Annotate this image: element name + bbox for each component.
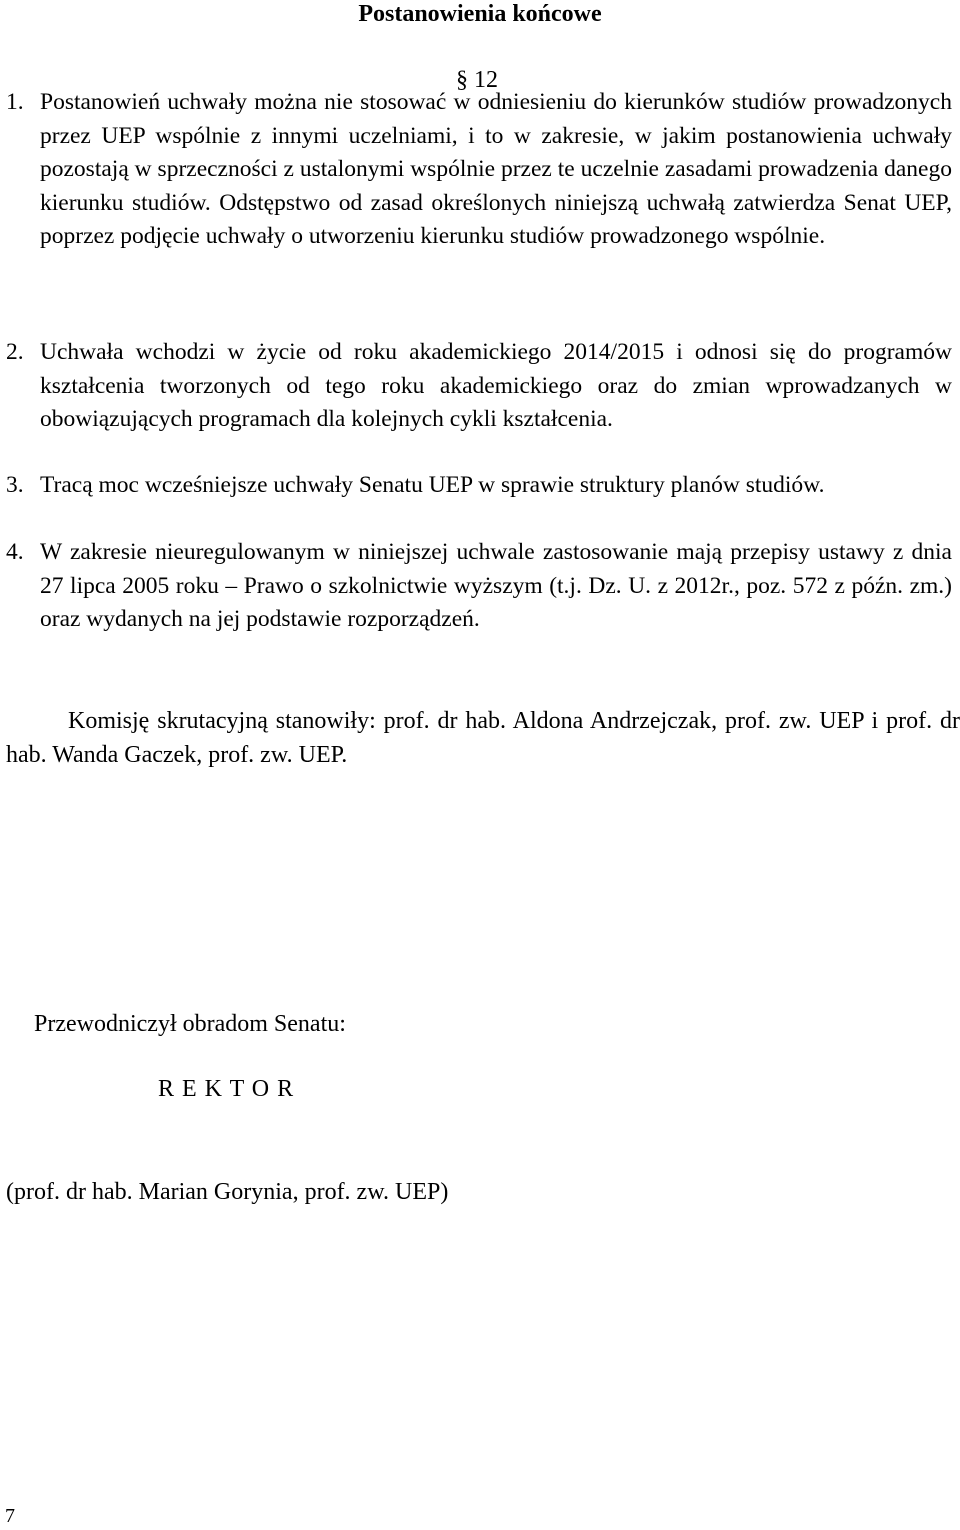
list-item-2 xyxy=(6,336,952,437)
paragraph-number: § 12 xyxy=(456,67,498,93)
rector-name: (prof. dr hab. Marian Gorynia, prof. zw. UEP) xyxy=(6,1179,449,1205)
list-item-text: Tracą moc wcześniejsze uchwały Senatu UEP w sprawie struktury planów studiów. xyxy=(40,472,825,498)
list-item-1 xyxy=(6,86,952,254)
list-item-text: W zakresie nieuregulowanym w niniejszej uchwale zastosowanie mają przepisy ustawy z dnia 27 lipca 2005 roku – Prawo o szkolnictwie wyższym (t.j. Dz. U. z 2012r., poz. 572 z późn. zm.) oraz wydanych na jej podstawie rozporządzeń. xyxy=(40,539,952,633)
list-item-text: Postanowień uchwały można nie stosować w odniesieniu do kierunków studiów prowadzonych przez UEP wspólnie z innymi uczelniami, i to w zakresie, w jakim postanowienia uchwały pozostają w sprzeczności z ustalonymi wspólnie przez te uczelnie zasadami prowadzenia danego kierunku studiów. Odstępstwo od zasad określonych niniejszą uchwałą zatwierdza Senat UEP, poprzez podjęcie uchwały o utworzeniu kierunku studiów prowadzonego wspólnie. xyxy=(40,89,952,250)
presided-label: Przewodniczył obradom Senatu: xyxy=(34,1011,346,1037)
list-item-number: 4. xyxy=(6,539,24,565)
committee-paragraph: Komisję skrutacyjną stanowiły: prof. dr hab. Aldona Andrzejczak, prof. zw. UEP i prof. dr hab. Wanda Gaczek, prof. zw. UEP. xyxy=(6,708,960,768)
section-heading: Postanowienia końcowe xyxy=(358,1,602,27)
list-item-text: Uchwała wchodzi w życie od roku akademickiego 2014/2015 i odnosi się do programów kształcenia tworzonych od tego roku akademickiego oraz do zmian wprowadzanych w obowiązujących programach dla kolejnych cykli kształcenia. xyxy=(40,339,952,433)
page-number: 7 xyxy=(5,1505,15,1527)
rector-title: R E K T O R xyxy=(158,1076,295,1102)
list-item-3 xyxy=(6,469,952,503)
list-item-number: 1. xyxy=(6,89,24,115)
list-item-4 xyxy=(6,536,952,637)
list-item-number: 3. xyxy=(6,472,24,498)
list-item-number: 2. xyxy=(6,339,24,365)
